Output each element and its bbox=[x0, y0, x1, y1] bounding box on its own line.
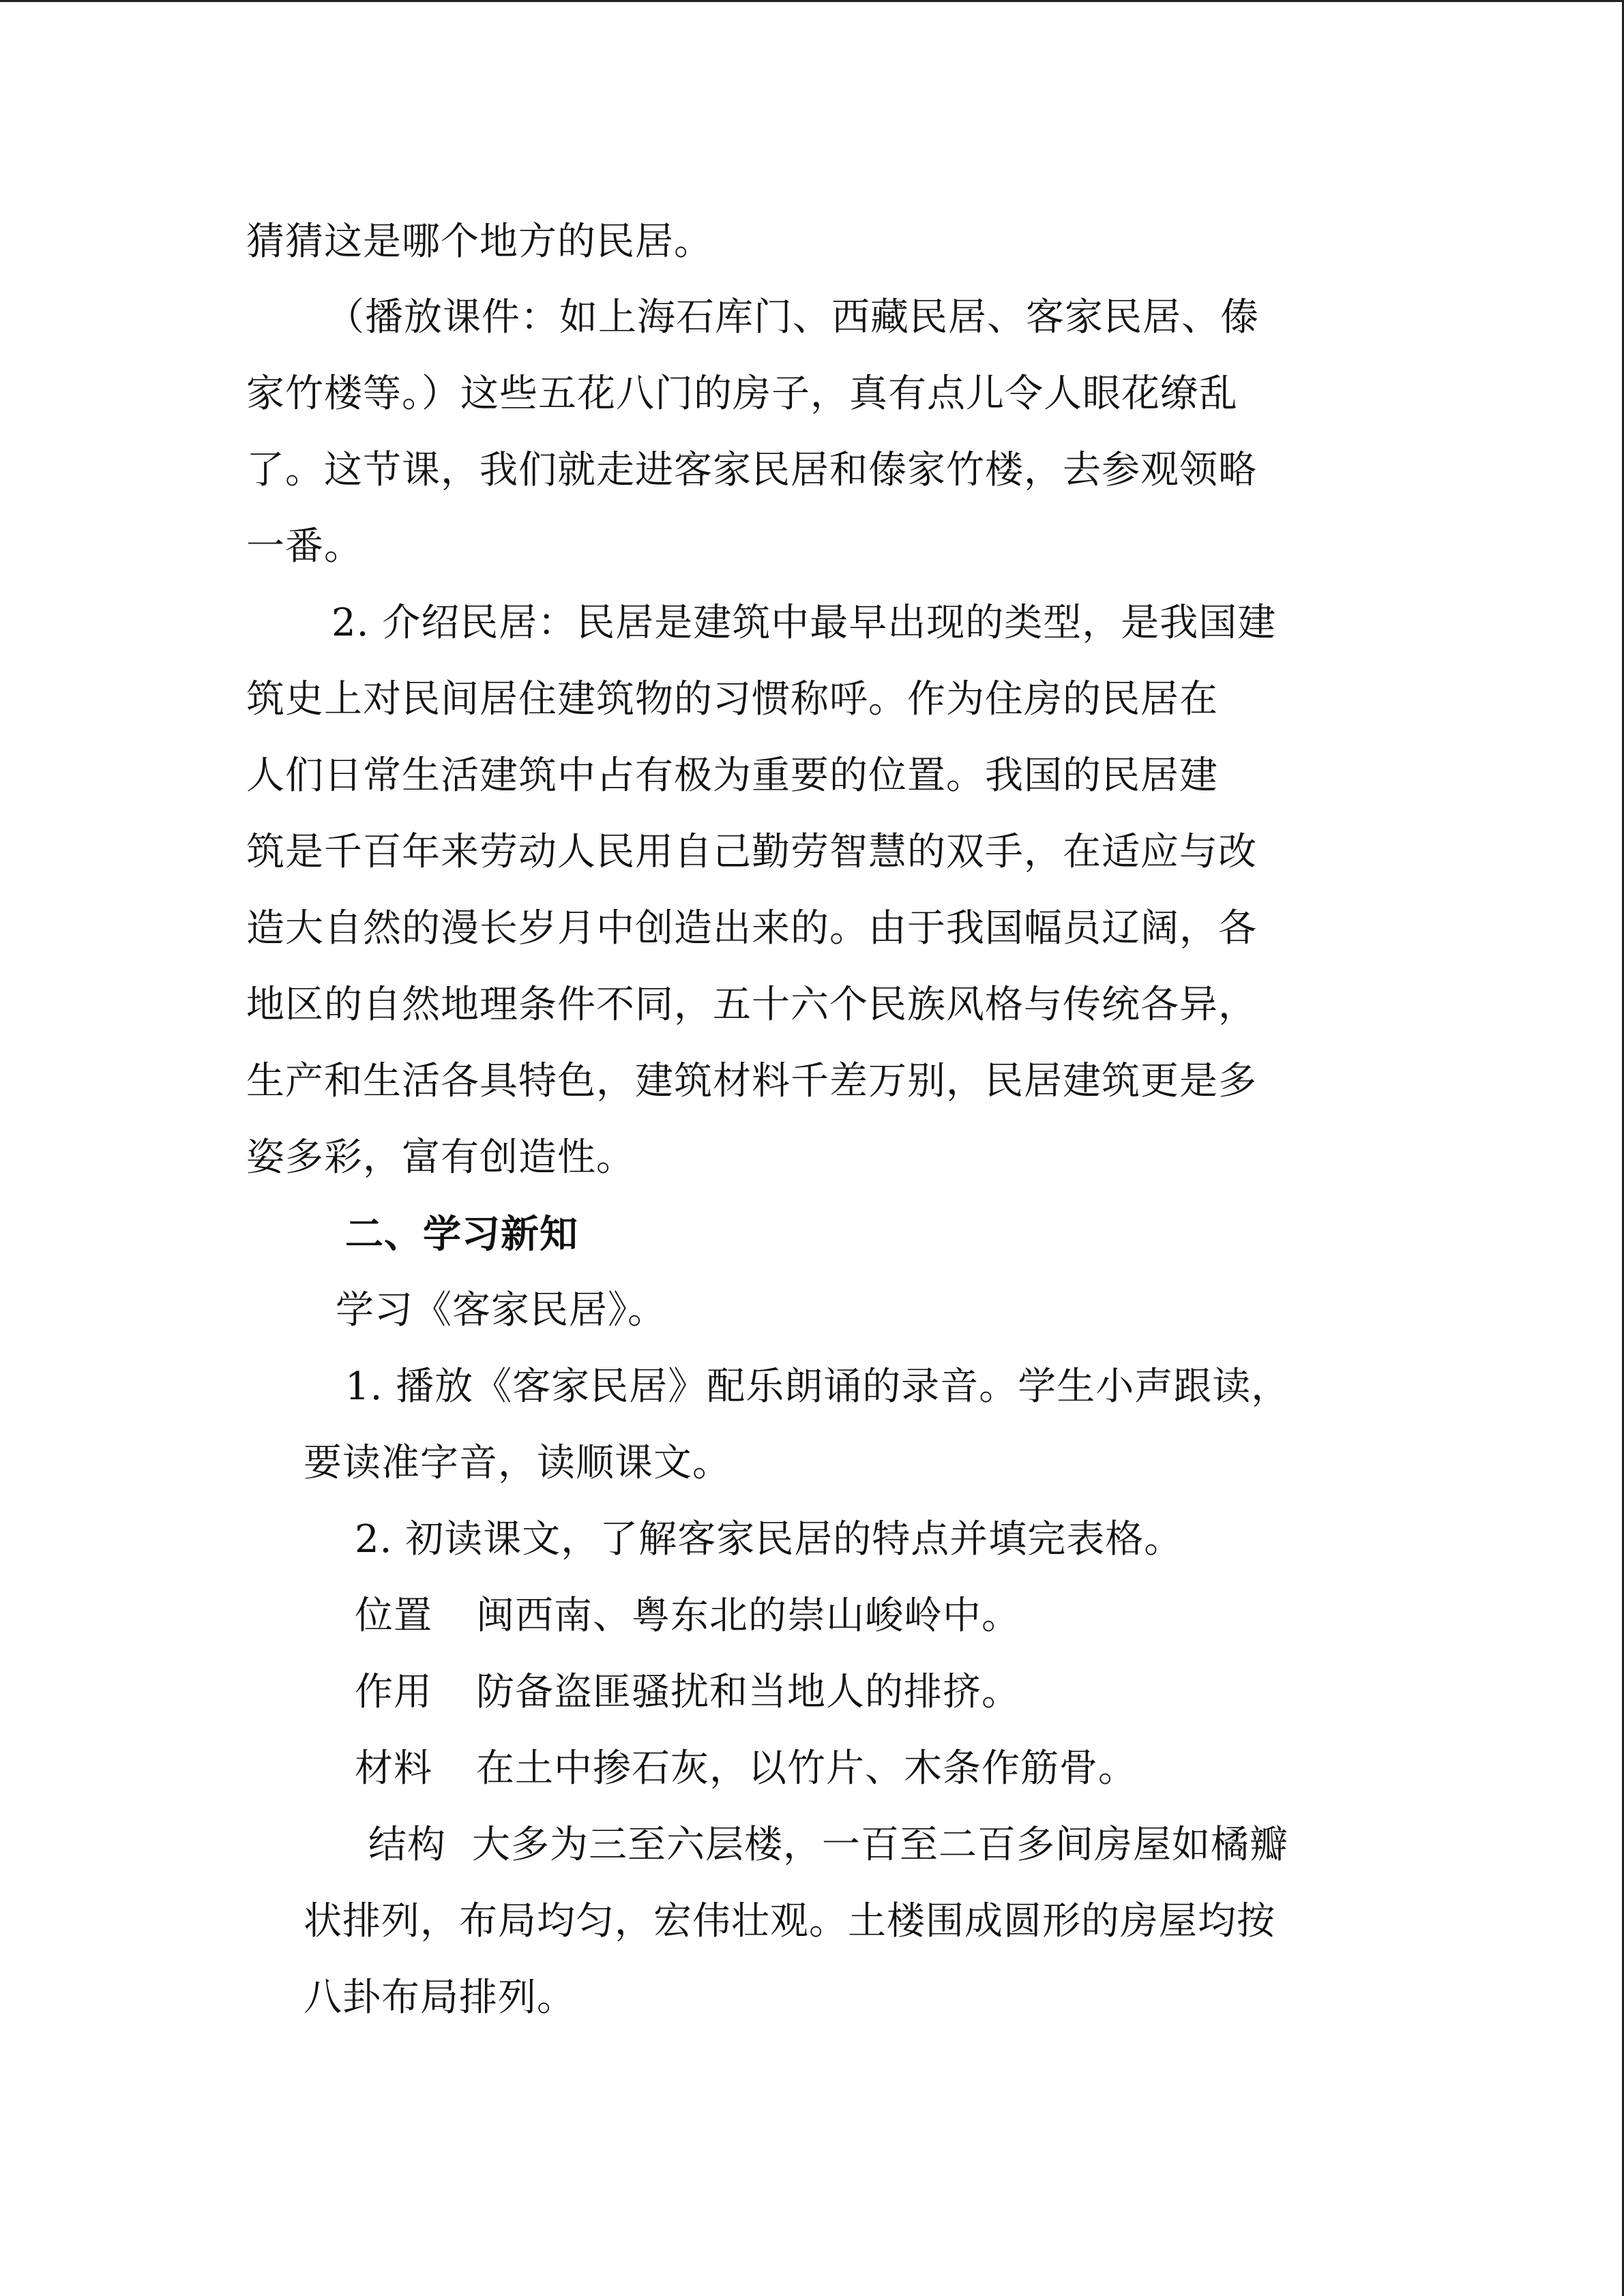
paragraph-line: 一番。 bbox=[246, 524, 363, 569]
paragraph-line: 人们日常生活建筑中占有极为重要的位置。我国的民居建 bbox=[246, 754, 1218, 798]
paragraph-line: 2. 介绍民居：民居是建筑中最早出现的类型，是我国建 bbox=[331, 601, 1277, 645]
step-one-line: 1. 播放《客家民居》配乐朗诵的录音。学生小声跟读， bbox=[345, 1365, 1290, 1409]
structure-text: 大多为三至六层楼，一百至二百多间房屋如橘瓣 bbox=[472, 1823, 1288, 1867]
structure-label: 结构 bbox=[368, 1823, 446, 1867]
structure-continuation: 八卦布局排列。 bbox=[304, 1976, 576, 2020]
section-heading: 二、学习新知 bbox=[345, 1212, 578, 1257]
paragraph-line: 家竹楼等。）这些五花八门的房子，真有点儿令人眼花缭乱 bbox=[246, 372, 1238, 416]
function-text: 防备盗匪骚扰和当地人的排挤。 bbox=[476, 1670, 1020, 1714]
step-two: 2. 初读课文，了解客家民居的特点并填完表格。 bbox=[355, 1517, 1183, 1562]
location-text: 闽西南、粤东北的崇山峻岭中。 bbox=[476, 1594, 1020, 1638]
page-top-border bbox=[0, 0, 1624, 2]
location-label: 位置 bbox=[355, 1594, 432, 1638]
table-row-function bbox=[355, 1670, 1020, 1714]
section-intro: 学习《客家民居》。 bbox=[336, 1288, 666, 1332]
table-row-material bbox=[355, 1746, 1137, 1791]
paragraph-line: 姿多彩，富有创造性。 bbox=[246, 1135, 635, 1180]
paragraph-line: 地区的自然地理条件不同，五十六个民族风格与传统各异， bbox=[246, 983, 1257, 1027]
step-one-line: 要读准字音，读顺课文。 bbox=[304, 1441, 731, 1485]
paragraph-line: 了。这节课，我们就走进客家民居和傣家竹楼，去参观领略 bbox=[246, 448, 1257, 492]
function-label: 作用 bbox=[355, 1670, 432, 1714]
paragraph-line: 生产和生活各具特色，建筑材料千差万别，民居建筑更是多 bbox=[246, 1059, 1257, 1103]
table-row-location bbox=[355, 1594, 1020, 1638]
table-row-structure bbox=[368, 1823, 1288, 1867]
paragraph-line: 造大自然的漫长岁月中创造出来的。由于我国幅员辽阔，各 bbox=[246, 906, 1257, 951]
structure-continuation: 状排列，布局均匀，宏伟壮观。土楼围成圆形的房屋均按 bbox=[304, 1899, 1275, 1943]
paragraph-line: 筑是千百年来劳动人民用自己勤劳智慧的双手，在适应与改 bbox=[246, 830, 1257, 874]
paragraph-line: 筑史上对民间居住建筑物的习惯称呼。作为住房的民居在 bbox=[246, 677, 1218, 721]
paragraph-line: （播放课件：如上海石库门、西藏民居、客家民居、傣 bbox=[326, 295, 1259, 340]
material-text: 在土中掺石灰，以竹片、木条作筋骨。 bbox=[476, 1746, 1137, 1791]
paragraph-line: 猜猜这是哪个地方的民居。 bbox=[246, 220, 713, 264]
material-label: 材料 bbox=[355, 1746, 432, 1791]
